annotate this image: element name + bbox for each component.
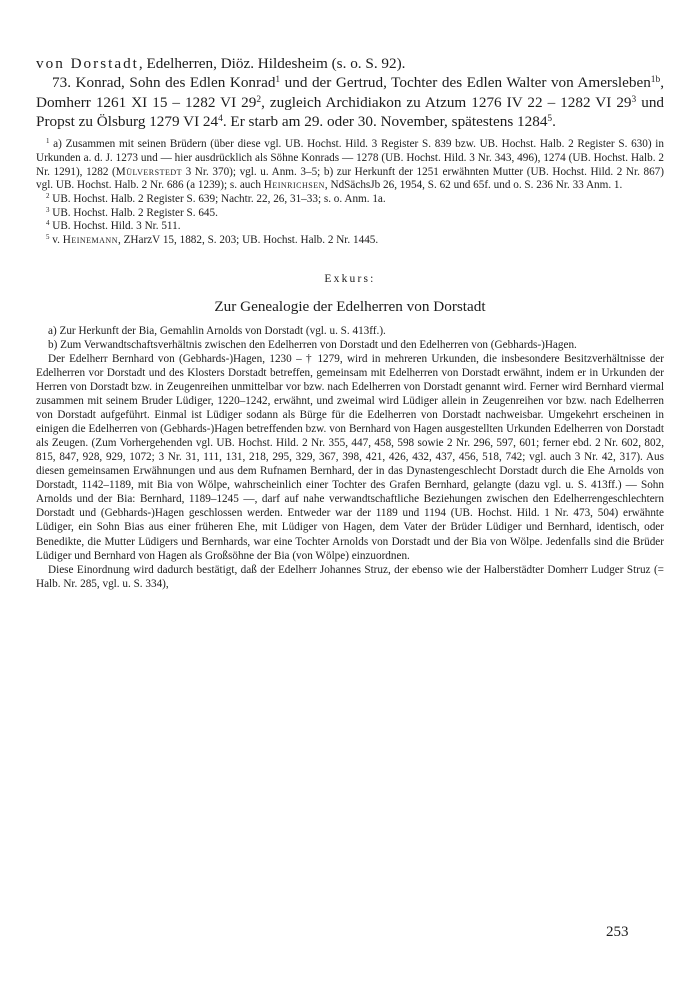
- footnote-4: $^4$ UB. Hochst. Hild. 3 Nr. 511.: [46, 219, 181, 233]
- footnote-ref: 2: [256, 94, 262, 105]
- footnote-5: $^5$ v. Heinemann, ZHarzV 15, 1882, S. 203; UB. Hochst. Halb. 2 Nr. 1445.: [46, 233, 379, 247]
- page-number: 253: [606, 924, 629, 940]
- document-page: [36, 54, 664, 591]
- header-rest: , Edelherren, Diöz. Hildesheim (s. o. S. 92).: [138, 55, 406, 72]
- footnote-ref: 4: [218, 113, 223, 124]
- paragraph-2: Diese Einordnung wird dadurch bestätigt, daß der Edelherr Johannes Struz, der ebenso wie der Halberstädter Domherr Ludger Struz (= Halb. Nr. 285, vgl. u. S. 334),: [36, 563, 664, 590]
- footnote-2: $^2$ UB. Hochst. Halb. 2 Register S. 639; Nachtr. 22, 26, 31–33; s. o. Anm. 1a.: [46, 192, 386, 205]
- entry-73: 73. Konrad, Sohn des Edlen Konrad$^1$ und der Gertrud, Tochter des Edlen Walter von Amersleben$^{1b}$, Domherr 1261 XI 15 – 1282 VI $29^2$, zugleich Archidiakon zu Atzum 1276 IV 22 – 1282 VI $29^3$ und Propst zu Ölsburg 1279 VI $24^4$. Er starb am 29. oder 30. November, spätestens 1284$^5$.: [36, 74, 665, 130]
- paragraph-1: Der Edelherr Bernhard von (Gebhards-)Hagen, 1230 – † 1279, wird in mehreren Urkunden, die insbesondere Besitzverhältnisse der Edelherren vor Dorstadt und des Klosters Dorstadt betreffen, gemeinsam mit Edelherren von Dorstadt erwähnt, indem er in Urkunden der Herren von Dorstadt bzw. in Zeugenreihen unmittelbar vor bzw. nach Edelherren von Dorstadt genannt wird. Ferner wird Bernhard viermal zusammen mit seinem Bruder Lüdiger, 1220–1242, erwähnt, und zweimal wird Lüdiger allein in Zeugenreihen vor bzw. nach Edelherren von Dorstadt aufgeführt. Einmal ist Lüdiger sodann als Bürge für die Edelherren von Dorstadt nachweisbar. Umgekehrt erscheinen in einigen die Edelherren von (Gebhards-)Hagen betreffenden bzw. von Bernhard von Hagen ausgestellten Urkunden Edelherren von Dorstadt als Zeugen. (Zum Vorhergehenden vgl. UB. Hochst. Hild. 2 Nr. 355, 447, 458, 598 sowie 2 Nr. 296, 597, 601; ferner ebd. 2 Nr. 602, 802, 815, 847, 928, 929, 1072; 3 Nr. 31, 111, 131, 218, 295, 329, 367, 398, 421, 426, 432, 437, 456, 518, 742; vgl. auch 3 Nr. 42, 317). Aus diesen gemeinsamen Erwähnungen und aus dem Rufnamen Bernhard, der in das Dynastengeschlecht Dorstadt durch die Ehe Arnolds von Dorstadt, 1142–1189, mit Bia von Wölpe, wahrscheinlich einer Tochter des Grafen Bernhard, gelangte (dazu vgl. u. S. 413ff.) — Sohn Arnolds und der Bia: Bernhard, 1189–1245 —, darf auf nahe verwandtschaftliche Beziehungen zwischen den Edelherrengeschlechtern Dorstadt und (Gebhards-)Hagen geschlossen werden. Entweder war der 1189 und 1194 (UB. Hochst. Hild. 1 Nr. 473, 504) erwähnte Lüdiger, ein Sohn Bias aus einer früheren Ehe, mit Lüdiger von Hagen, dem Vater der Brüder Lüdiger und Bernhard, identisch, oder Benedikte, die Mutter Lüdigers und Bernhards, war eine Tochter Arnolds von Dorstadt und der Bia von Wölpe. Jedenfalls sind die Brüder Lüdiger und Bernhard von Hagen als Großsöhne der Bia (von Wölpe) einzuordnen.: [36, 352, 664, 562]
- footnote-ref: 1b: [650, 75, 661, 86]
- header-line: [36, 54, 664, 73]
- footnote-ref: 3: [631, 94, 637, 105]
- footnote-3: $^3$ UB. Hochst. Halb. 2 Register S. 645.: [46, 205, 218, 219]
- footnote-1: $^1$ a) Zusammen mit seinen Brüdern (über diese vgl. UB. Hochst. Hild. 3 Register S. 839 bzw. UB. Hochst. Halb. 2 Register S. 630) in Urkunden a. d. J. 1273 und — hier ausdrücklich als Söhne Konrads — 1278 (UB. Hochst. Hild. 3 Nr. 343, 496), 1274 (UB. Hochst. Halb. 2 Nr. 1291), 1282 (Mülverstedt 3 Nr. 370); vgl. u. Anm. 3–5; b) zur Herkunft der 1251 erwähnten Mutter (UB. Hochst. Hild. 2 Nr. 867) vgl. UB. Hochst. Halb. 2 Nr. 686 (a 1239); s. auch Heinrichsen, NdSächsJb 26, 1954, S. 62 und 65f. und o. S. 236 Nr. 33 Anm. 1.: [36, 137, 664, 192]
- section-title: Zur Genealogie der Edelherren von Dorstadt: [214, 297, 486, 315]
- paragraph-b: b) Zum Verwandtschaftsverhältnis zwischen den Edelherren von Dorstadt und den Edelherren von (Gebhards-)Hagen.: [48, 338, 577, 351]
- footnote-ref: 1: [275, 75, 281, 86]
- exkurs-label: Exkurs:: [324, 272, 376, 285]
- paragraph-a: a) Zur Herkunft der Bia, Gemahlin Arnolds von Dorstadt (vgl. u. S. 413ff.).: [48, 324, 386, 337]
- footnote-ref: 5: [547, 113, 553, 124]
- footnotes: [36, 138, 664, 248]
- family-name: von Dorstadt: [36, 55, 139, 72]
